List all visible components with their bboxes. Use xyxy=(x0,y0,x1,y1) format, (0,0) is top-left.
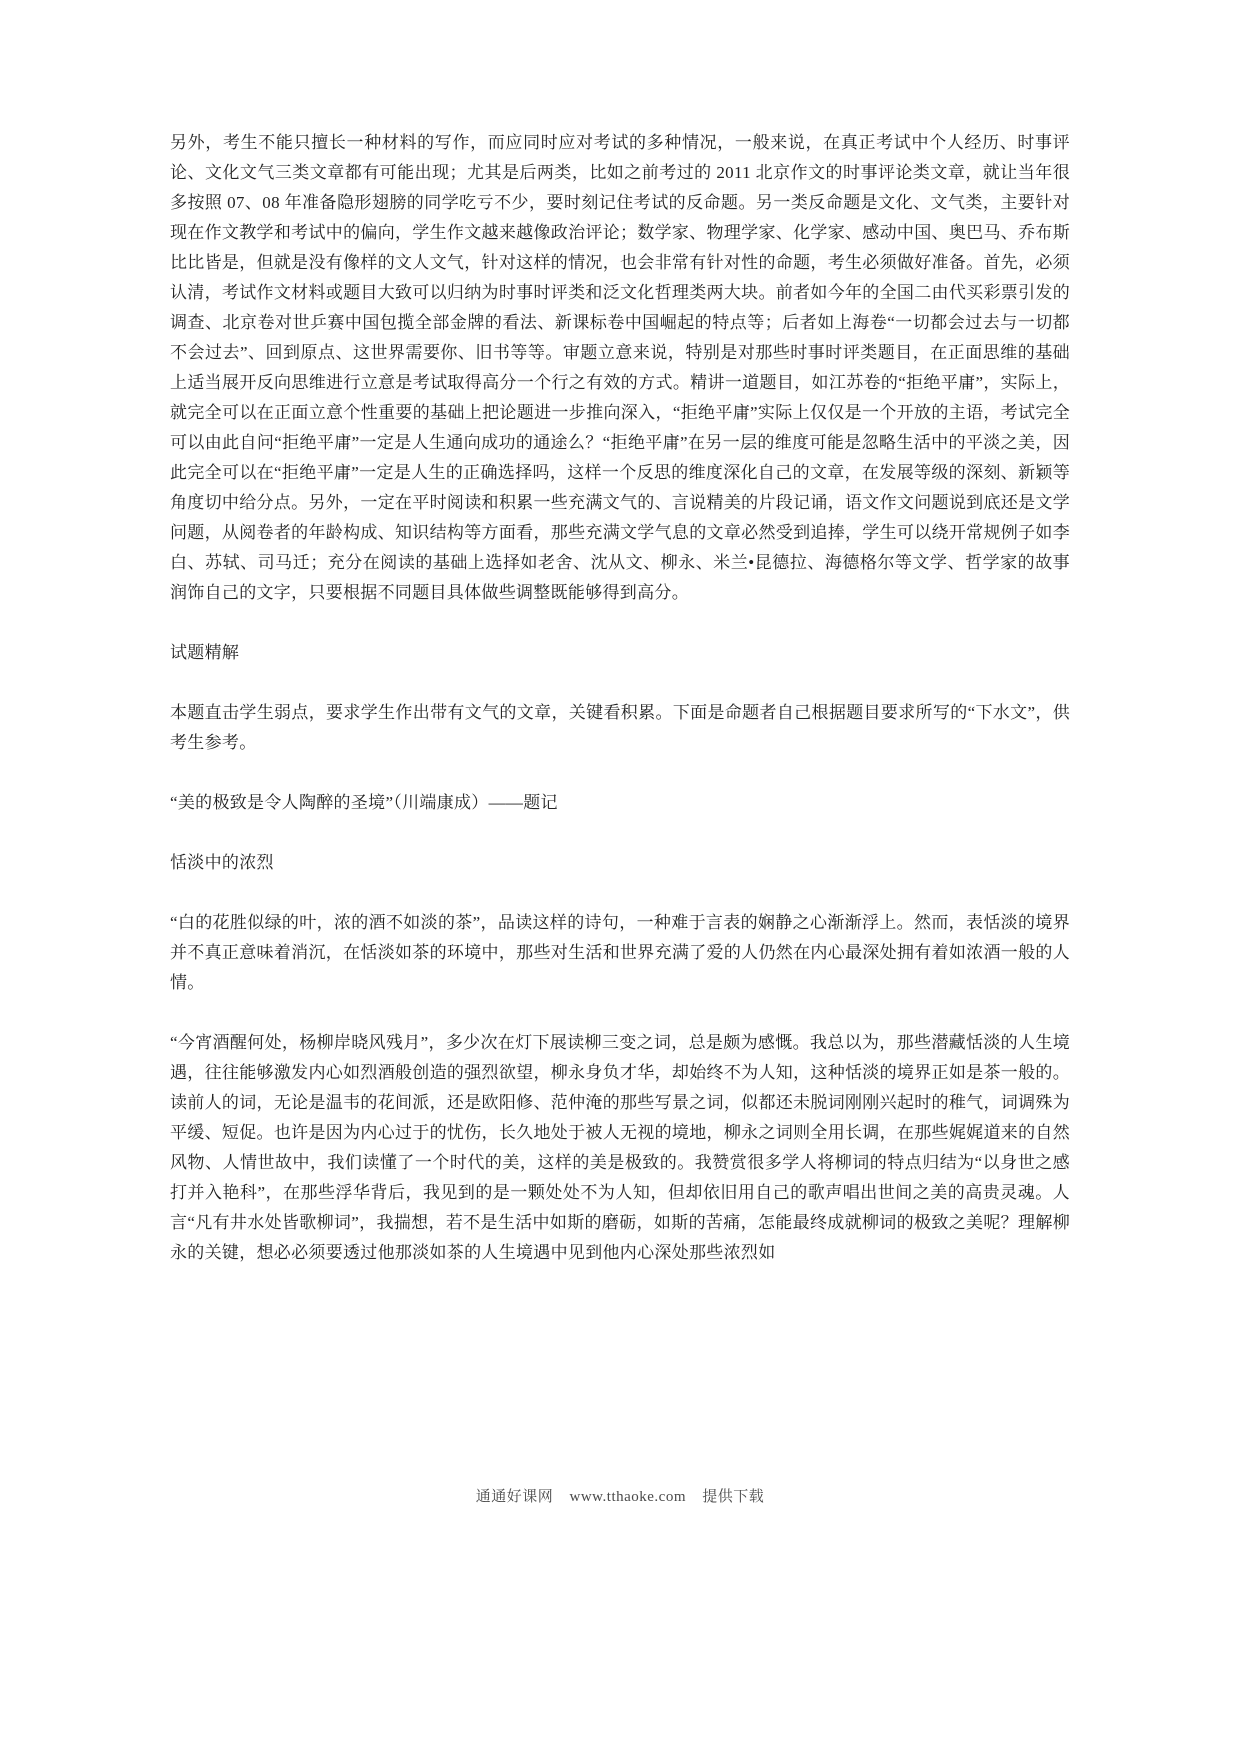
essay-paragraph-2: “今宵酒醒何处，杨柳岸晓风残月”，多少次在灯下展读柳三变之词，总是颇为感慨。我总以为，那些潜藏恬淡的人生境遇，往往能够激发内心如烈酒般创造的强烈欲望，柳永身负才华，却始终不为人知，这种恬淡的境界正如是茶一般的。读前人的词，无论是温韦的花间派，还是欧阳修、范仲淹的那些写景之词，似都还未脱词刚刚兴起时的稚气，词调殊为平缓、短促。也许是因为内心过于的忧伤，长久地处于被人无视的境地，柳永之词则全用长调，在那些娓娓道来的自然风物、人情世故中，我们读懂了一个时代的美，这样的美是极致的。我赞赏很多学人将柳词的特点归结为“以身世之感打并入艳科”，在那些浮华背后，我见到的是一颗处处不为人知，但却依旧用自己的歌声唱出世间之美的高贵灵魂。人言“凡有井水处皆歌柳词”，我揣想，若不是生活中如斯的磨砺，如斯的苦痛，怎能最终成就柳词的极致之美呢？理解柳永的关键，想必必须要透过他那淡如茶的人生境遇中见到他内心深处那些浓烈如 xyxy=(170,1033,1070,1262)
footer-site-name: 通通好课网 xyxy=(475,1489,554,1505)
commentary-paragraph: 本题直击学生弱点，要求学生作出带有文气的文章，关键看积累。下面是命题者自己根据题目要求所写的“下水文”，供考生参考。 xyxy=(170,703,1070,752)
essay-paragraph-1: “白的花胜似绿的叶，浓的酒不如淡的茶”，品读这样的诗句，一种难于言表的娴静之心渐渐浮上。然而，表恬淡的境界并不真正意味着消沉，在恬淡如茶的环境中，那些对生活和世界充满了爱的人仍然在内心最深处拥有着如浓酒一般的人情。 xyxy=(170,913,1070,992)
essay-title: 恬淡中的浓烈 xyxy=(170,853,274,872)
footer-url: www.tthaoke.com xyxy=(569,1489,686,1505)
footer-download-label: 提供下载 xyxy=(702,1489,765,1505)
exam-analysis-paragraph: 另外，考生不能只擅长一种材料的写作，而应同时应对考试的多种情况，一般来说，在真正考试中个人经历、时事评论、文化文气三类文章都有可能出现；尤其是后两类，比如之前考过的 2011 北京作文的时事评论类文章，就让当年很多按照 07、08 年准备隐形翅膀的同学吃亏不少，要时刻记住考试的反命题。另一类反命题是文化、文气类，主要针对现在作文教学和考试中的偏向，学生作文越来越像政治评论；数学家、物理学家、化学家、感动中国、奥巴马、乔布斯比比皆是，但就是没有像样的文人文气，针对这样的情况，也会非常有针对性的命题，考生必须做好准备。首先，必须认清，考试作文材料或题目大致可以归纳为时事时评类和泛文化哲理类两大块。前者如今年的全国二由代买彩票引发的调查、北京卷对世乒赛中国包揽全部金牌的看法、新课标卷中国崛起的特点等；后者如上海卷“一切都会过去与一切都不会过去”、回到原点、这世界需要你、旧书等等。审题立意来说，特别是对那些时事时评类题目，在正面思维的基础上适当展开反向思维进行立意是考试取得高分一个行之有效的方式。精讲一道题目，如江苏卷的“拒绝平庸”，实际上，就完全可以在正面立意个性重要的基础上把论题进一步推向深入，“拒绝平庸”实际上仅仅是一个开放的主语，考试完全可以由此自问“拒绝平庸”一定是人生通向成功的通途么？“拒绝平庸”在另一层的维度可能是忽略生活中的平淡之美，因此完全可以在“拒绝平庸”一定是人生的正确选择吗，这样一个反思的维度深化自己的文章，在发展等级的深刻、新颖等角度切中给分点。另外，一定在平时阅读和积累一些充满文气的、言说精美的片段记诵，语文作文问题说到底还是文学问题，从阅卷者的年龄构成、知识结构等方面看，那些充满文学气息的文章必然受到追捧，学生可以绕开常规例子如李白、苏轼、司马迁；充分在阅读的基础上选择如老舍、沈从文、柳永、米兰•昆德拉、海德格尔等文学、哲学家的故事润饰自己的文字，只要根据不同题目具体做些调整既能够得到高分。 xyxy=(170,133,1070,602)
document-body xyxy=(170,128,1070,1298)
section-heading-question-analysis: 试题精解 xyxy=(170,643,240,662)
page-footer xyxy=(0,1486,1240,1508)
epigraph-line: “美的极致是令人陶醉的圣境”（川端康成）——题记 xyxy=(170,793,558,812)
